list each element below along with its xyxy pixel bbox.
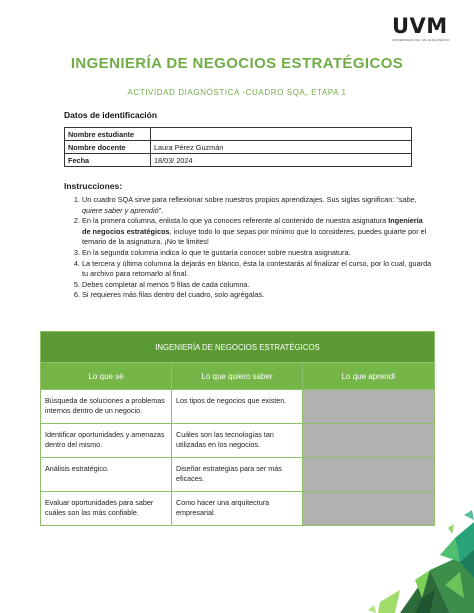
table-cell[interactable] [303,458,435,492]
list-item: 6. Si requieres más filas dentro del cuadro, solo agrégalas. [82,290,432,301]
instruction-text: Un cuadro SQA sirve para reflexionar sobre nuestros propios aprendizajes. Sus siglas significan: “ [82,195,399,204]
teacher-name-field[interactable]: Laura Pérez Guzmán [151,141,412,154]
table-cell[interactable]: Análisis estratégico. [41,458,172,492]
sqa-title-row [41,332,435,363]
column-header-want: Lo que quiero saber [172,363,303,390]
table-row [65,141,412,154]
table-cell[interactable]: Cuáles son las tecnologías tan utilizadas en los negocios. [172,424,303,458]
instruction-text: ”. [158,205,164,215]
table-row [41,390,435,424]
table-cell[interactable] [303,424,435,458]
logo-tagline: UNIVERSIDAD DEL VALLE DE MÉXICO [392,38,450,42]
table-cell[interactable] [303,390,435,424]
table-row [65,128,412,141]
identification-label: Datos de identificación [64,110,158,120]
list-item: 4. La tercera y última columna la dejarás en blanco, ésta la contestarás al finalizar el curso, por lo cual, guarda tu archivo para retomarlo al final. [82,259,432,280]
table-row [41,424,435,458]
instruction-text: En la primera columna, enlista lo que ya conoces referente al contenido de nuestra asignatura [82,216,389,226]
column-header-know: Lo que sé [41,363,172,390]
instructions-label: Instrucciones: [64,181,123,191]
table-cell[interactable]: Diseñar estrategias para ser más eficaces. [172,458,303,492]
student-name-field[interactable] [151,128,412,141]
table-cell[interactable]: Búsqueda de soluciones a problemas internos dentro de un negocio. [41,390,172,424]
identification-key: Nombre estudiante [65,128,151,141]
list-item [82,195,432,216]
sqa-title: INGENIERÍA DE NEGOCIOS ESTRATÉGICOS [41,332,435,363]
instructions-list [64,195,432,301]
logo-name: UVM [392,14,448,38]
instruction-text: , incluye todo lo que sepas por mínimo que lo consideres, puedes guiarte por el temario de la asignatura. ¡No te limites! [82,226,427,247]
column-header-learned: Lo que aprendí [303,363,435,390]
instruction-emphasis: sabe, quiere saber y aprendió [82,195,417,215]
identification-key: Fecha [65,154,151,167]
table-cell[interactable]: Los tipos de negocios que existen. [172,390,303,424]
identification-key: Nombre docente [65,141,151,154]
identification-table [64,127,412,167]
list-item: 5. Debes completar al menos 5 filas de cada columna. [82,280,432,291]
date-field[interactable]: 18/03/ 2024 [151,154,412,167]
list-item [82,216,432,248]
page-title: INGENIERÍA DE NEGOCIOS ESTRATÉGICOS [70,55,404,72]
decorative-polygons [360,510,474,613]
page-subtitle: ACTIVIDAD DIAGNÓSTICA -CUADRO SQA, ETAPA 1 [127,88,347,97]
uvm-logo [392,16,452,46]
list-item: 3. En la segunda columna indica lo que te gustaría conocer sobre nuestra asignatura. [82,248,432,259]
table-cell[interactable]: Evaluar oportunidades para saber cuáles son las más confiable. [41,492,172,526]
table-row [65,154,412,167]
table-cell[interactable]: Identificar oportunidades y amenazas dentro del mismo. [41,424,172,458]
sqa-header-row [41,363,435,390]
instruction-strong: Ingeniería de negocios estratégicos [82,216,423,236]
table-row [41,458,435,492]
sqa-table [40,331,435,526]
table-cell[interactable]: Como hacer una arquitectura empresarial. [172,492,303,526]
